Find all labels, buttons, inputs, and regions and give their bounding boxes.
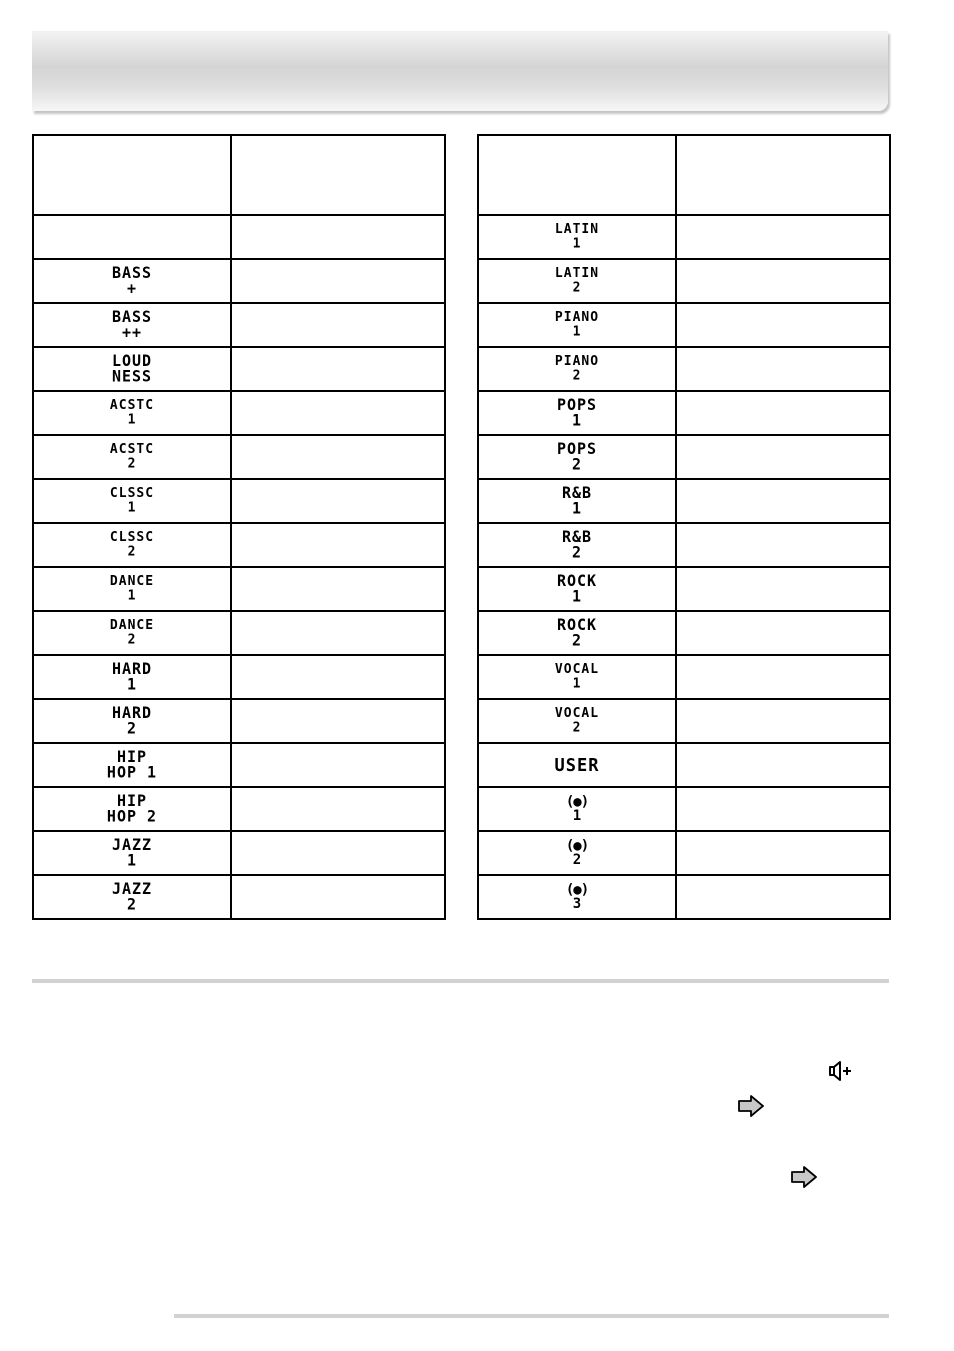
table-row bbox=[33, 699, 445, 743]
display-cell bbox=[478, 303, 676, 347]
display-cell bbox=[33, 699, 231, 743]
table-row bbox=[33, 303, 445, 347]
table-row bbox=[478, 479, 890, 523]
display-line: BASS bbox=[111, 262, 153, 282]
description-cell bbox=[231, 567, 445, 611]
table-row bbox=[33, 655, 445, 699]
description-cell bbox=[676, 303, 890, 347]
display-line: BASS bbox=[111, 306, 153, 326]
eq-mode-indicator bbox=[555, 354, 599, 383]
display-line: HIP bbox=[116, 790, 148, 810]
display-line: ++ bbox=[121, 322, 143, 342]
table-header-row bbox=[478, 135, 890, 215]
surround-icon bbox=[566, 795, 588, 823]
display-line: 1 bbox=[572, 323, 582, 340]
description-cell bbox=[231, 215, 445, 259]
eq-mode-indicator bbox=[106, 790, 158, 826]
description-cell bbox=[231, 655, 445, 699]
description-cell bbox=[231, 435, 445, 479]
eq-table-left bbox=[32, 134, 446, 920]
table-row bbox=[33, 215, 445, 259]
display-line: 2 bbox=[127, 543, 137, 560]
display-line: DANCE bbox=[109, 617, 155, 633]
display-line: JAZZ bbox=[111, 878, 153, 898]
table-row bbox=[33, 875, 445, 919]
description-cell bbox=[676, 611, 890, 655]
description-cell bbox=[231, 523, 445, 567]
display-line: 1 bbox=[127, 499, 137, 516]
display-line: R&B bbox=[561, 526, 593, 546]
display-cell bbox=[478, 611, 676, 655]
display-line: ROCK bbox=[556, 614, 598, 634]
display-line: 2 bbox=[127, 455, 137, 472]
table-row bbox=[33, 567, 445, 611]
eq-mode-indicator bbox=[555, 662, 599, 691]
display-line: HOP 2 bbox=[106, 806, 158, 826]
display-line: 1 bbox=[572, 807, 582, 824]
eq-mode-indicator bbox=[110, 530, 154, 559]
table-row bbox=[33, 831, 445, 875]
display-line: (●) bbox=[565, 881, 589, 898]
table-row bbox=[478, 215, 890, 259]
display-cell bbox=[33, 303, 231, 347]
description-cell bbox=[231, 347, 445, 391]
display-line: 1 bbox=[572, 675, 582, 692]
display-cell bbox=[478, 391, 676, 435]
display-cell bbox=[478, 259, 676, 303]
display-line: HARD bbox=[111, 658, 153, 678]
display-cell bbox=[33, 787, 231, 831]
display-cell bbox=[33, 435, 231, 479]
surround-icon bbox=[566, 883, 588, 911]
table-header-row bbox=[33, 135, 445, 215]
description-cell bbox=[231, 391, 445, 435]
header-band bbox=[32, 31, 888, 111]
table-row bbox=[33, 391, 445, 435]
description-cell bbox=[676, 875, 890, 919]
description-cell bbox=[676, 215, 890, 259]
eq-mode-indicator bbox=[110, 486, 154, 515]
description-cell bbox=[676, 699, 890, 743]
table-row bbox=[478, 743, 890, 787]
surround-icon bbox=[566, 839, 588, 867]
display-line: ACSTC bbox=[109, 441, 155, 457]
display-cell bbox=[33, 215, 231, 259]
display-cell bbox=[33, 875, 231, 919]
eq-mode-indicator bbox=[110, 618, 154, 647]
arrow-right-icon bbox=[790, 1166, 818, 1188]
table-row bbox=[33, 435, 445, 479]
eq-mode-indicator bbox=[111, 262, 153, 298]
display-line: VOCAL bbox=[554, 661, 600, 677]
display-line: USER bbox=[554, 754, 600, 776]
table-row bbox=[478, 699, 890, 743]
eq-mode-indicator bbox=[556, 614, 598, 650]
display-line: (●) bbox=[565, 837, 589, 854]
display-line: PIANO bbox=[554, 309, 600, 325]
description-cell bbox=[676, 567, 890, 611]
display-cell bbox=[478, 215, 676, 259]
eq-mode-indicator bbox=[110, 574, 154, 603]
table-row bbox=[478, 435, 890, 479]
display-line: 1 bbox=[126, 674, 138, 694]
description-cell bbox=[676, 743, 890, 787]
description-cell bbox=[676, 259, 890, 303]
display-line: POPS bbox=[556, 394, 598, 414]
eq-mode-indicator bbox=[111, 834, 153, 870]
arrow-right-icon bbox=[737, 1095, 765, 1117]
display-line: 2 bbox=[572, 851, 582, 868]
display-line: POPS bbox=[556, 438, 598, 458]
display-cell bbox=[33, 479, 231, 523]
eq-table-right bbox=[477, 134, 891, 920]
display-line: 2 bbox=[571, 542, 583, 562]
table-row bbox=[478, 259, 890, 303]
display-line: ACSTC bbox=[109, 397, 155, 413]
eq-mode-indicator bbox=[556, 570, 598, 606]
display-line: JAZZ bbox=[111, 834, 153, 854]
display-cell bbox=[33, 743, 231, 787]
table-row bbox=[478, 391, 890, 435]
display-line: VOCAL bbox=[554, 705, 600, 721]
display-line: CLSSC bbox=[109, 529, 155, 545]
display-line: 1 bbox=[571, 410, 583, 430]
description-cell bbox=[231, 259, 445, 303]
table-row bbox=[478, 347, 890, 391]
display-line: + bbox=[126, 278, 138, 298]
description-cell bbox=[676, 391, 890, 435]
display-line: LATIN bbox=[554, 221, 600, 237]
display-cell bbox=[478, 567, 676, 611]
eq-mode-indicator bbox=[561, 526, 593, 562]
eq-mode-indicator bbox=[554, 754, 600, 776]
display-cell bbox=[33, 259, 231, 303]
description-cell bbox=[676, 479, 890, 523]
eq-mode-indicator bbox=[110, 442, 154, 471]
eq-mode-indicator bbox=[561, 482, 593, 518]
eq-mode-indicator bbox=[555, 222, 599, 251]
description-cell bbox=[231, 611, 445, 655]
eq-mode-indicator bbox=[111, 306, 153, 342]
eq-mode-indicator bbox=[555, 310, 599, 339]
table-row bbox=[33, 743, 445, 787]
display-line: HIP bbox=[116, 746, 148, 766]
display-line: 2 bbox=[572, 279, 582, 296]
display-line: R&B bbox=[561, 482, 593, 502]
display-cell bbox=[478, 435, 676, 479]
table-row bbox=[33, 611, 445, 655]
eq-mode-indicator bbox=[106, 746, 158, 782]
footer-rule bbox=[174, 1314, 889, 1318]
display-cell bbox=[478, 743, 676, 787]
description-cell bbox=[231, 479, 445, 523]
eq-mode-indicator bbox=[111, 702, 153, 738]
display-line: 2 bbox=[126, 718, 138, 738]
display-cell bbox=[478, 699, 676, 743]
display-cell bbox=[478, 787, 676, 831]
header-display bbox=[33, 135, 231, 215]
display-line: 2 bbox=[572, 719, 582, 736]
display-line: 1 bbox=[127, 411, 137, 428]
table-row bbox=[478, 523, 890, 567]
display-cell bbox=[478, 831, 676, 875]
table-row bbox=[33, 259, 445, 303]
display-line: LATIN bbox=[554, 265, 600, 281]
display-cell bbox=[33, 347, 231, 391]
description-cell bbox=[676, 523, 890, 567]
table-row bbox=[478, 875, 890, 919]
description-cell bbox=[676, 655, 890, 699]
header-description bbox=[231, 135, 445, 215]
display-cell bbox=[478, 479, 676, 523]
table-row bbox=[33, 479, 445, 523]
display-cell bbox=[33, 391, 231, 435]
display-line: 2 bbox=[571, 454, 583, 474]
header-description bbox=[676, 135, 890, 215]
display-line: HARD bbox=[111, 702, 153, 722]
table-row bbox=[33, 523, 445, 567]
description-cell bbox=[231, 303, 445, 347]
description-cell bbox=[676, 435, 890, 479]
display-line: 2 bbox=[126, 894, 138, 914]
display-line: ROCK bbox=[556, 570, 598, 590]
display-line: 1 bbox=[571, 586, 583, 606]
table-row bbox=[33, 347, 445, 391]
table-row bbox=[478, 303, 890, 347]
table-row bbox=[478, 787, 890, 831]
display-line: 1 bbox=[127, 587, 137, 604]
section-divider bbox=[32, 979, 889, 983]
eq-mode-indicator bbox=[110, 398, 154, 427]
eq-mode-indicator bbox=[111, 878, 153, 914]
display-cell bbox=[478, 347, 676, 391]
display-line: LOUD bbox=[111, 350, 153, 370]
description-cell bbox=[676, 787, 890, 831]
display-cell bbox=[33, 611, 231, 655]
description-cell bbox=[231, 875, 445, 919]
table-row bbox=[478, 831, 890, 875]
eq-mode-indicator bbox=[111, 350, 153, 386]
table-row bbox=[33, 787, 445, 831]
description-cell bbox=[231, 787, 445, 831]
display-line: 3 bbox=[572, 895, 582, 912]
display-line: 1 bbox=[572, 235, 582, 252]
display-line: 2 bbox=[571, 630, 583, 650]
volume-up-icon bbox=[828, 1060, 854, 1082]
eq-mode-indicator bbox=[111, 658, 153, 694]
description-cell bbox=[676, 831, 890, 875]
display-line: CLSSC bbox=[109, 485, 155, 501]
display-line: PIANO bbox=[554, 353, 600, 369]
display-cell bbox=[478, 655, 676, 699]
description-cell bbox=[231, 743, 445, 787]
header-display bbox=[478, 135, 676, 215]
eq-mode-indicator bbox=[556, 438, 598, 474]
display-cell bbox=[33, 831, 231, 875]
display-cell bbox=[33, 655, 231, 699]
display-cell bbox=[33, 567, 231, 611]
display-cell bbox=[33, 523, 231, 567]
display-cell bbox=[478, 875, 676, 919]
display-line: 1 bbox=[571, 498, 583, 518]
table-row bbox=[478, 611, 890, 655]
display-cell bbox=[478, 523, 676, 567]
eq-mode-indicator bbox=[555, 706, 599, 735]
table-row bbox=[478, 567, 890, 611]
eq-mode-indicator bbox=[555, 266, 599, 295]
description-cell bbox=[231, 699, 445, 743]
display-line: NESS bbox=[111, 366, 153, 386]
description-cell bbox=[231, 831, 445, 875]
table-row bbox=[478, 655, 890, 699]
display-line: 2 bbox=[127, 631, 137, 648]
display-line: HOP 1 bbox=[106, 762, 158, 782]
display-line: 1 bbox=[126, 850, 138, 870]
display-line: DANCE bbox=[109, 573, 155, 589]
description-cell bbox=[676, 347, 890, 391]
display-line: 2 bbox=[572, 367, 582, 384]
display-line: (●) bbox=[565, 793, 589, 810]
eq-mode-indicator bbox=[556, 394, 598, 430]
